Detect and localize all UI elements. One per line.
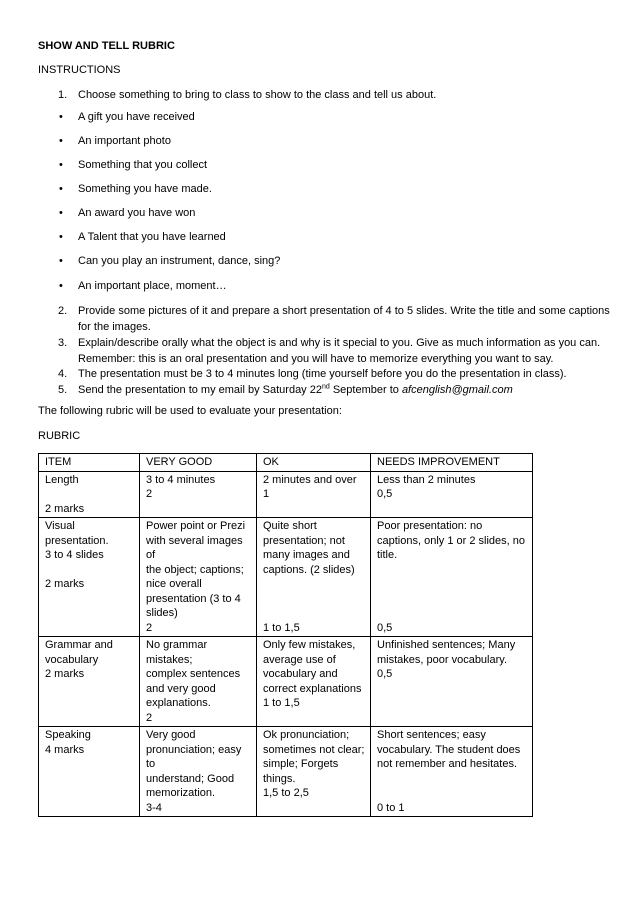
cell-line: 2 marks <box>45 502 85 515</box>
cell-line: vocabulary. The student does <box>377 743 521 756</box>
rubric-intro: The following rubric will be used to evaluate your presentation: <box>38 405 342 417</box>
needs-improvement-cell <box>371 518 533 637</box>
bullet-icon: • <box>59 111 63 123</box>
cell-line: 2 <box>146 621 153 634</box>
cell-line: vocabulary <box>45 653 99 666</box>
cell-line: captions. (2 slides) <box>263 563 355 576</box>
cell-line: 1,5 to 2,5 <box>263 787 309 799</box>
header-ok: OK <box>257 454 371 472</box>
bullet-text: A gift you have received <box>78 111 195 123</box>
needs-improvement-cell <box>371 727 533 817</box>
item-number: 5. <box>58 384 68 396</box>
bullet-text: Can you play an instrument, dance, sing? <box>78 255 281 267</box>
cell-content <box>263 473 365 502</box>
cell-content <box>45 728 134 757</box>
cell-content <box>45 519 134 592</box>
cell-line: things. <box>263 772 296 785</box>
table-row <box>39 471 533 518</box>
very-good-cell <box>140 518 257 637</box>
needs-improvement-cell <box>371 637 533 727</box>
cell-line: correct explanations <box>263 682 362 695</box>
score-value: 0 to 1 <box>377 801 405 814</box>
bullet-text: An award you have won <box>78 207 196 219</box>
cell-content <box>377 638 527 682</box>
item-number: 1. <box>58 89 68 101</box>
bullet-icon: • <box>59 255 63 267</box>
cell-content <box>146 473 251 502</box>
cell-line: Short sentences; easy <box>377 729 486 741</box>
cell-line: pronunciation; easy to <box>146 743 242 770</box>
cell-line: Unfinished sentences; Many <box>377 639 516 651</box>
instructions-heading: INSTRUCTIONS <box>38 64 121 76</box>
cell-content <box>263 638 365 711</box>
cell-line: with several images of <box>146 534 243 561</box>
cell-line: 2 minutes and over <box>263 473 357 486</box>
item-text: Choose something to bring to class to show to the class and tell us about. <box>78 89 437 101</box>
cell-line: Less than 2 minutes <box>377 473 476 486</box>
rubric-table <box>38 453 533 817</box>
item-text: Explain/describe orally what the object is and why is it special to you. Give as much information as you can. Remember: this is an oral presentation and you will have to memorize everything you want to say. <box>78 337 601 365</box>
bullet-icon: • <box>59 159 63 171</box>
cell-line: Grammar and <box>45 639 113 651</box>
bullet-text: An important photo <box>78 135 171 147</box>
cell-line: 2 <box>146 711 153 724</box>
cell-line: nice overall <box>146 578 202 590</box>
item-text-a: Send the presentation to my email by Saturday 22 <box>78 384 322 396</box>
rubric-heading: RUBRIC <box>38 430 81 442</box>
cell-line: 1 to 1,5 <box>263 697 300 709</box>
bullet-icon: • <box>59 207 63 219</box>
item-cell <box>39 471 140 518</box>
cell-line: 2 marks <box>45 578 85 590</box>
item-text <box>78 382 613 398</box>
cell-line: Poor presentation: no <box>377 520 483 532</box>
cell-line <box>45 487 134 502</box>
table-row <box>39 727 533 817</box>
item-number: 2. <box>58 305 68 317</box>
cell-content <box>146 519 251 635</box>
cell-line: not remember and hesitates. <box>377 758 518 770</box>
cell-line: 0,5 <box>377 488 393 500</box>
document-title: SHOW AND TELL RUBRIC <box>38 40 175 52</box>
header-needs-improvement: NEEDS IMPROVEMENT <box>371 454 533 472</box>
cell-line: Length <box>45 473 79 486</box>
cell-line: vocabulary and <box>263 668 338 680</box>
cell-line: memorization. <box>146 787 216 799</box>
bullet-text: An important place, moment… <box>78 280 227 292</box>
cell-line: 3-4 <box>146 801 162 814</box>
cell-line: presentation. <box>45 534 109 547</box>
cell-line: title. <box>377 549 398 561</box>
cell-line: captions, only 1 or 2 slides, no <box>377 534 525 547</box>
bullet-text: A Talent that you have learned <box>78 231 226 243</box>
cell-line: presentation (3 to 4 <box>146 592 241 605</box>
bullet-text: Something you have made. <box>78 183 212 195</box>
cell-content <box>263 519 365 577</box>
bullet-icon: • <box>59 183 63 195</box>
bullet-text: Something that you collect <box>78 159 208 171</box>
needs-improvement-cell <box>371 471 533 518</box>
cell-line: explanations. <box>146 697 211 709</box>
cell-line: complex sentences <box>146 668 241 680</box>
item-text: The presentation must be 3 to 4 minutes long (time yourself before you do the presentation in class). <box>78 368 567 380</box>
item-number: 3. <box>58 337 68 349</box>
cell-content <box>146 728 251 815</box>
item-cell <box>39 518 140 637</box>
cell-line: average use of <box>263 653 336 666</box>
cell-line: understand; Good <box>146 772 235 785</box>
cell-line: Quite short <box>263 520 317 532</box>
item-cell <box>39 727 140 817</box>
cell-content <box>45 473 134 517</box>
cell-line: presentation; not <box>263 534 345 547</box>
cell-content <box>377 473 527 502</box>
cell-line: Visual <box>45 520 75 532</box>
cell-line: 2 <box>146 488 153 500</box>
cell-line: many images and <box>263 549 350 561</box>
cell-line <box>377 772 527 787</box>
email-address: afcenglish@gmail.com <box>401 384 513 396</box>
cell-line: 0,5 <box>377 668 393 680</box>
ok-cell <box>257 727 371 817</box>
cell-line: mistakes, poor vocabulary. <box>377 653 508 666</box>
table-row <box>39 518 533 637</box>
score-value: 0,5 <box>377 621 393 634</box>
cell-line: Ok pronunciation; <box>263 729 350 741</box>
header-item: ITEM <box>39 454 140 472</box>
cell-line: No grammar mistakes; <box>146 639 208 666</box>
cell-line: slides) <box>146 607 178 619</box>
item-cell <box>39 637 140 727</box>
item-number: 4. <box>58 368 68 380</box>
bullet-icon: • <box>59 231 63 243</box>
cell-line: Very good <box>146 729 196 741</box>
cell-line: Power point or Prezi <box>146 520 246 532</box>
cell-content <box>377 519 527 563</box>
score-value: 1 to 1,5 <box>263 621 300 634</box>
item-text-b: September to <box>329 384 402 396</box>
cell-line: sometimes not clear; <box>263 743 365 756</box>
very-good-cell <box>140 471 257 518</box>
table-header-row <box>39 454 533 472</box>
very-good-cell <box>140 637 257 727</box>
cell-line <box>45 563 134 578</box>
bullet-icon: • <box>59 135 63 147</box>
table-row <box>39 637 533 727</box>
ok-cell <box>257 518 371 637</box>
header-very-good: VERY GOOD <box>140 454 257 472</box>
cell-line: the object; captions; <box>146 563 244 576</box>
cell-line: and very good <box>146 682 216 695</box>
item-text: Provide some pictures of it and prepare a short presentation of 4 to 5 slides. Write the title and some captions for the images. <box>78 305 610 333</box>
date-suffix: nd <box>321 383 330 391</box>
cell-line: 3 to 4 slides <box>45 549 104 561</box>
cell-line: 2 marks <box>45 668 85 680</box>
cell-line: 4 marks <box>45 743 85 756</box>
cell-line: Only few mistakes, <box>263 639 356 651</box>
cell-content <box>377 728 527 786</box>
cell-line: simple; Forgets <box>263 758 339 770</box>
bullet-icon: • <box>59 280 63 292</box>
cell-content <box>45 638 134 682</box>
very-good-cell <box>140 727 257 817</box>
cell-line: Speaking <box>45 729 91 741</box>
cell-line: 3 to 4 minutes <box>146 473 216 486</box>
cell-content <box>263 728 365 801</box>
ok-cell <box>257 471 371 518</box>
ok-cell <box>257 637 371 727</box>
cell-line: 1 <box>263 488 270 500</box>
cell-content <box>146 638 251 725</box>
